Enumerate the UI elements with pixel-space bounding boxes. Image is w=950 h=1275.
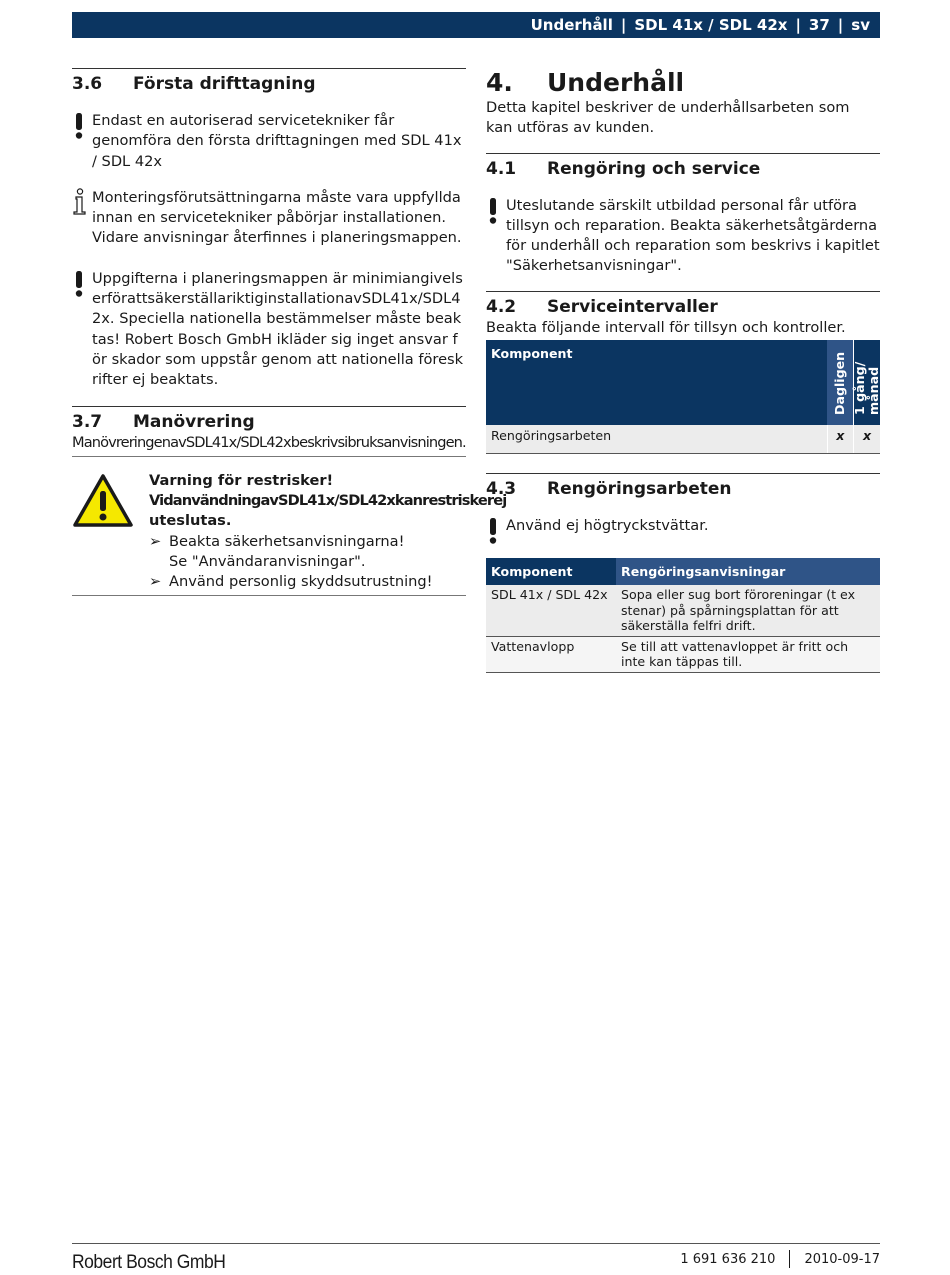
brand-logo: Robert Bosch GmbH	[72, 1252, 226, 1273]
table-row	[486, 585, 880, 636]
section-text: ManövreringenavSDL41x/SDL42xbeskrivsibruksanvisningen.	[72, 433, 466, 451]
column-header-daily	[827, 340, 854, 425]
right-column	[486, 68, 880, 673]
header-separator: |	[620, 16, 627, 34]
cell-daily: x	[827, 425, 854, 454]
note-text: Monteringsförutsättningarna måste vara uppfyllda innan en servicetekniker påbörjar installationen. Vidare anvisningar återfinnes i planeringsmappen.	[92, 188, 462, 247]
header-section: Underhåll	[530, 16, 613, 34]
column-header-text: Dagligen	[832, 351, 847, 416]
header-product: SDL 41x / SDL 42x	[634, 16, 788, 34]
step-text: Beakta säkerhetsanvisningarna!	[169, 532, 405, 550]
exclamation-icon	[72, 111, 92, 172]
cell-instruction: Se till att vattenavloppet är fritt och inte kan täppas till.	[616, 636, 880, 672]
note-text: Uppgifterna i planeringsmappen är minimiangivelserförattsäkerställariktiginstallationavSDL41x/SDL42x. Speciella nationella bestämmelser måste beaktas! Robert Bosch GmbH ikläder sig inget ansvar för skador som uppstår genom att nationella föreskrifter ej beaktats.	[92, 269, 464, 389]
warning-line: uteslutas.	[149, 512, 232, 530]
section-intro: Beakta följande intervall för tillsyn och kontroller.	[486, 318, 846, 336]
note-national-rules	[72, 269, 466, 391]
column-header-monthly	[854, 340, 881, 425]
exclamation-icon	[486, 516, 506, 536]
note-text: Endast en autoriserad servicetekniker får genomföra den första drifttagningen med SDL 41x / SDL 42x	[92, 112, 462, 170]
header-separator: |	[795, 16, 801, 34]
table-header-row	[486, 340, 880, 425]
column-header-component: Komponent	[486, 558, 616, 585]
step-text: Använd personlig skyddsutrustning!	[169, 573, 433, 591]
table-row	[486, 636, 880, 672]
note-personnel	[486, 196, 880, 277]
chapter-title: Underhåll	[547, 68, 685, 97]
warning-step	[149, 532, 506, 573]
section-title: Rengöringsarbeten	[547, 479, 732, 500]
note-text: Uteslutande särskilt utbildad personal får utföra tillsyn och reparation. Beakta säkerhetsåtgärderna för underhåll och reparation som beskrivs i kapitlet "Säkerhetsanvisningar".	[506, 196, 880, 275]
column-header-component: Komponent	[486, 340, 827, 425]
step-text: Se "Användaranvisningar".	[169, 553, 366, 571]
section-heading-4-3	[486, 474, 880, 500]
note-no-pressure-washer	[486, 516, 880, 536]
note-prerequisites	[72, 188, 466, 249]
chapter-intro: Detta kapitel beskriver de underhållsarbeten som kan utföras av kunden.	[486, 99, 850, 137]
section-title: Första drifttagning	[133, 74, 316, 94]
warning-title: Varning för restrisker!	[149, 471, 334, 489]
warning-top-rule	[72, 456, 466, 457]
warning-line: VidanvändningavSDL41x/SDL42xkanrestriskerej	[149, 492, 507, 510]
section-heading-3-6	[72, 69, 466, 95]
section-number: 4.2	[486, 296, 517, 317]
service-intervals-table	[486, 340, 880, 454]
note-text: Använd ej högtryckstvättar.	[506, 517, 709, 535]
arrow-icon: ➢	[149, 532, 162, 550]
table-row	[486, 425, 880, 454]
column-header-line: månad	[866, 366, 881, 416]
cell-monthly: x	[854, 425, 881, 454]
warning-bottom-rule	[72, 595, 466, 596]
header-language: sv	[851, 16, 870, 34]
table-header-row	[486, 558, 880, 585]
column-header-line: 1 gång/	[852, 361, 867, 416]
exclamation-icon	[486, 196, 506, 277]
warning-text	[149, 471, 506, 593]
section-title: Manövrering	[133, 411, 255, 432]
footer-info	[680, 1250, 880, 1268]
warning-triangle-icon	[72, 471, 149, 593]
cell-instruction: Sopa eller sug bort föroreningar (t ex stenar) på spårningsplattan för att säkerställa felfri drift.	[616, 585, 880, 636]
column-header-instructions: Rengöringsanvisningar	[616, 558, 880, 585]
header-separator: |	[837, 16, 844, 34]
warning-step	[149, 572, 506, 592]
chapter-heading	[486, 68, 880, 98]
info-icon	[72, 188, 92, 249]
exclamation-icon	[72, 269, 92, 391]
cell-component: SDL 41x / SDL 42x	[486, 585, 616, 636]
chapter-number: 4.	[486, 68, 513, 97]
section-title: Serviceintervaller	[547, 296, 718, 317]
cell-component: Vattenavlopp	[486, 636, 616, 672]
section-number: 3.6	[72, 74, 103, 94]
section-title: Rengöring och service	[547, 158, 761, 179]
section-heading-3-7	[72, 407, 466, 433]
note-authorized	[72, 111, 466, 172]
page-header	[72, 12, 880, 38]
arrow-icon: ➢	[149, 573, 162, 591]
document-number: 1 691 636 210	[680, 1251, 776, 1267]
section-heading-4-1	[486, 154, 880, 180]
header-page-number: 37	[808, 16, 830, 34]
document-date: 2010-09-17	[804, 1251, 880, 1267]
section-number: 4.3	[486, 479, 517, 500]
column-header-text	[853, 362, 881, 415]
section-heading-4-2	[486, 292, 880, 318]
cleaning-table	[486, 558, 880, 673]
footer-divider	[789, 1250, 790, 1268]
footer-rule	[72, 1243, 880, 1244]
section-number: 3.7	[72, 411, 103, 432]
cell-component: Rengöringsarbeten	[486, 425, 827, 454]
section-number: 4.1	[486, 158, 517, 179]
